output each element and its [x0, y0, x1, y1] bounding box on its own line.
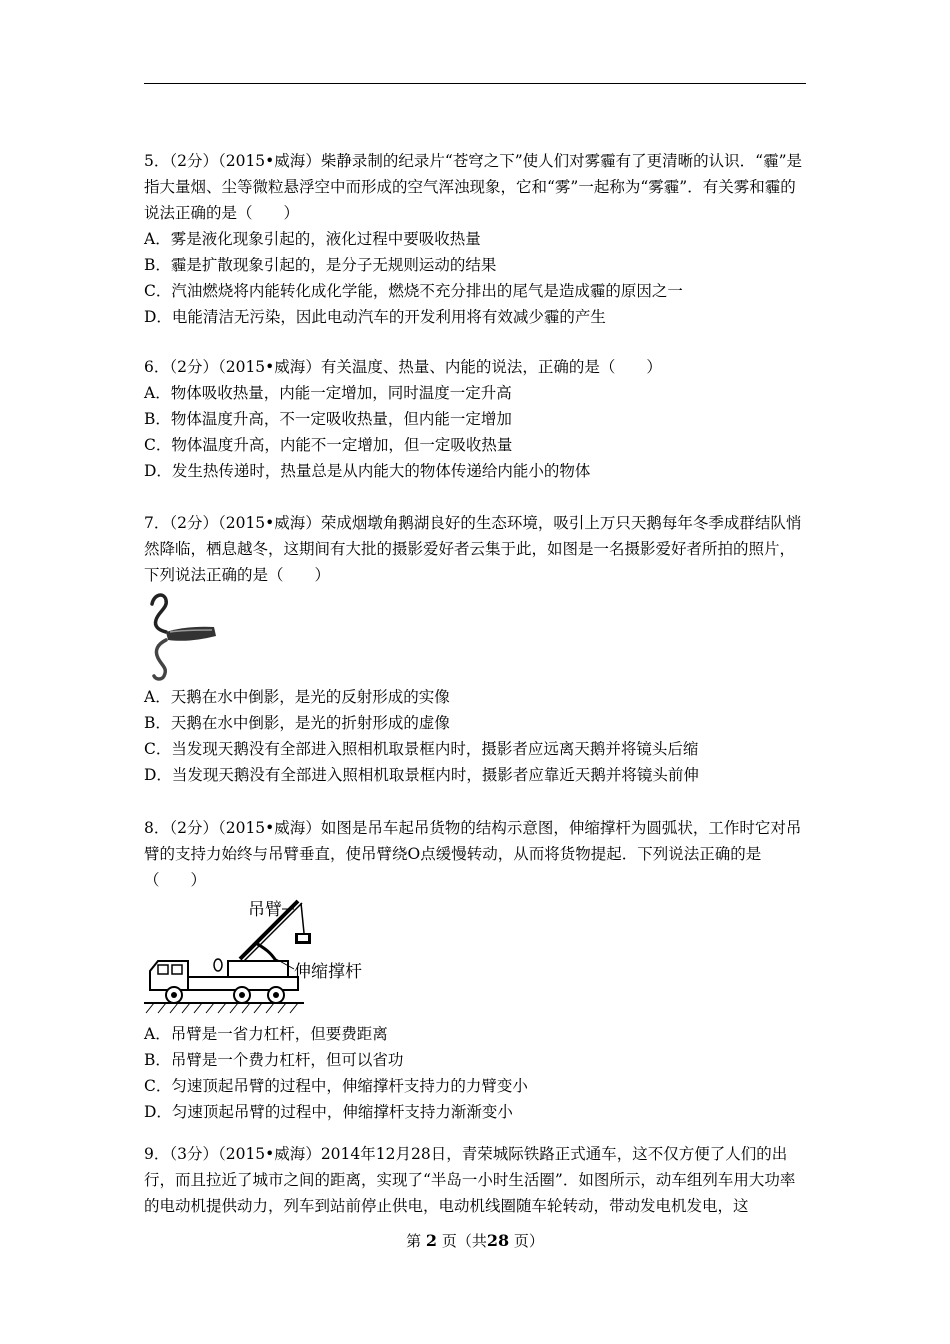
page-footer — [0, 1230, 950, 1251]
option-d: D．发生热传递时，热量总是从内能大的物体传递给内能小的物体 — [144, 462, 591, 480]
label-telescopic-strut: 伸缩撑杆 — [294, 962, 362, 982]
footer-middle: 页（共 — [441, 1232, 487, 1250]
option-a: A．吊臂是一省力杠杆，但要费距离 — [144, 1025, 388, 1043]
question-stem: 7．（2分）（2015•威海）荣成烟墩角鹅湖良好的生态环境，吸引上万只天鹅每年冬季成群结队悄然降临，栖息越冬，这期间有大批的摄影爱好者云集于此，如图是一名摄影爱好者所拍的照片，下列说法正确的是（ ） — [144, 514, 802, 584]
option-d: D．当发现天鹅没有全部进入照相机取景框内时，摄影者应靠近天鹅并将镜头前伸 — [144, 766, 699, 784]
question-7 — [144, 510, 808, 788]
question-6 — [144, 354, 808, 484]
option-d: D．匀速顶起吊臂的过程中，伸缩撑杆支持力渐渐变小 — [144, 1103, 513, 1121]
option-b: B．吊臂是一个费力杠杆，但可以省功 — [144, 1051, 404, 1069]
option-c: C．物体温度升高，内能不一定增加，但一定吸收热量 — [144, 436, 513, 454]
option-c: C．当发现天鹅没有全部进入照相机取景框内时，摄影者应远离天鹅并将镜头后缩 — [144, 740, 699, 758]
option-a: A．天鹅在水中倒影，是光的反射形成的实像 — [144, 688, 450, 706]
option-c: C．匀速顶起吊臂的过程中，伸缩撑杆支持力的力臂变小 — [144, 1077, 528, 1095]
question-stem: 9．（3分）（2015•威海）2014年12月28日，青荣城际铁路正式通车，这不仅方便了人们的出行，而且拉近了城市之间的距离，实现了“半岛一小时生活圈”．如图所示，动车组列车用大功率的电动机提供动力，列车到站前停止供电，电动机线圈随车轮转动，带动发电机发电，这 — [144, 1145, 796, 1215]
question-5 — [144, 148, 808, 330]
option-b: B．霾是扩散现象引起的，是分子无规则运动的结果 — [144, 256, 497, 274]
option-a: A．雾是液化现象引起的，液化过程中要吸收热量 — [144, 230, 481, 248]
option-d: D．电能清洁无污染，因此电动汽车的开发利用将有效减少霾的产生 — [144, 308, 606, 326]
page-number: 2 — [425, 1231, 438, 1250]
footer-suffix: 页） — [513, 1232, 544, 1250]
option-b: B．物体温度升高，不一定吸收热量，但内能一定增加 — [144, 410, 512, 428]
swan-reflection-photo — [144, 590, 224, 682]
question-9 — [144, 1141, 808, 1219]
question-stem: 6．（2分）（2015•威海）有关温度、热量、内能的说法，正确的是（ ） — [144, 358, 662, 376]
header-rule — [144, 83, 806, 84]
option-a: A．物体吸收热量，内能一定增加，同时温度一定升高 — [144, 384, 512, 402]
question-stem: 8．（2分）（2015•威海）如图是吊车起吊货物的结构示意图，伸缩撑杆为圆弧状，工作时它对吊臂的支持力始终与吊臂垂直，使吊臂绕O点缓慢转动，从而将货物提起．下列说法正确的是（ ） — [144, 819, 802, 889]
crane-structure-diagram — [144, 895, 404, 1019]
footer-prefix: 第 — [406, 1232, 422, 1250]
label-boom: 吊臂 — [248, 900, 282, 920]
option-c: C．汽油燃烧将内能转化成化学能，燃烧不充分排出的尾气是造成霾的原因之一 — [144, 282, 683, 300]
total-pages: 28 — [486, 1231, 510, 1250]
option-b: B．天鹅在水中倒影，是光的折射形成的虚像 — [144, 714, 450, 732]
question-8 — [144, 815, 808, 1125]
question-stem: 5．（2分）（2015•威海）柴静录制的纪录片“苍穹之下”使人们对雾霾有了更清晰的认识．“霾”是指大量烟、尘等微粒悬浮空中而形成的空气浑浊现象，它和“雾”一起称为“雾霾”．有关雾和霾的说法正确的是（ ） — [144, 152, 803, 222]
